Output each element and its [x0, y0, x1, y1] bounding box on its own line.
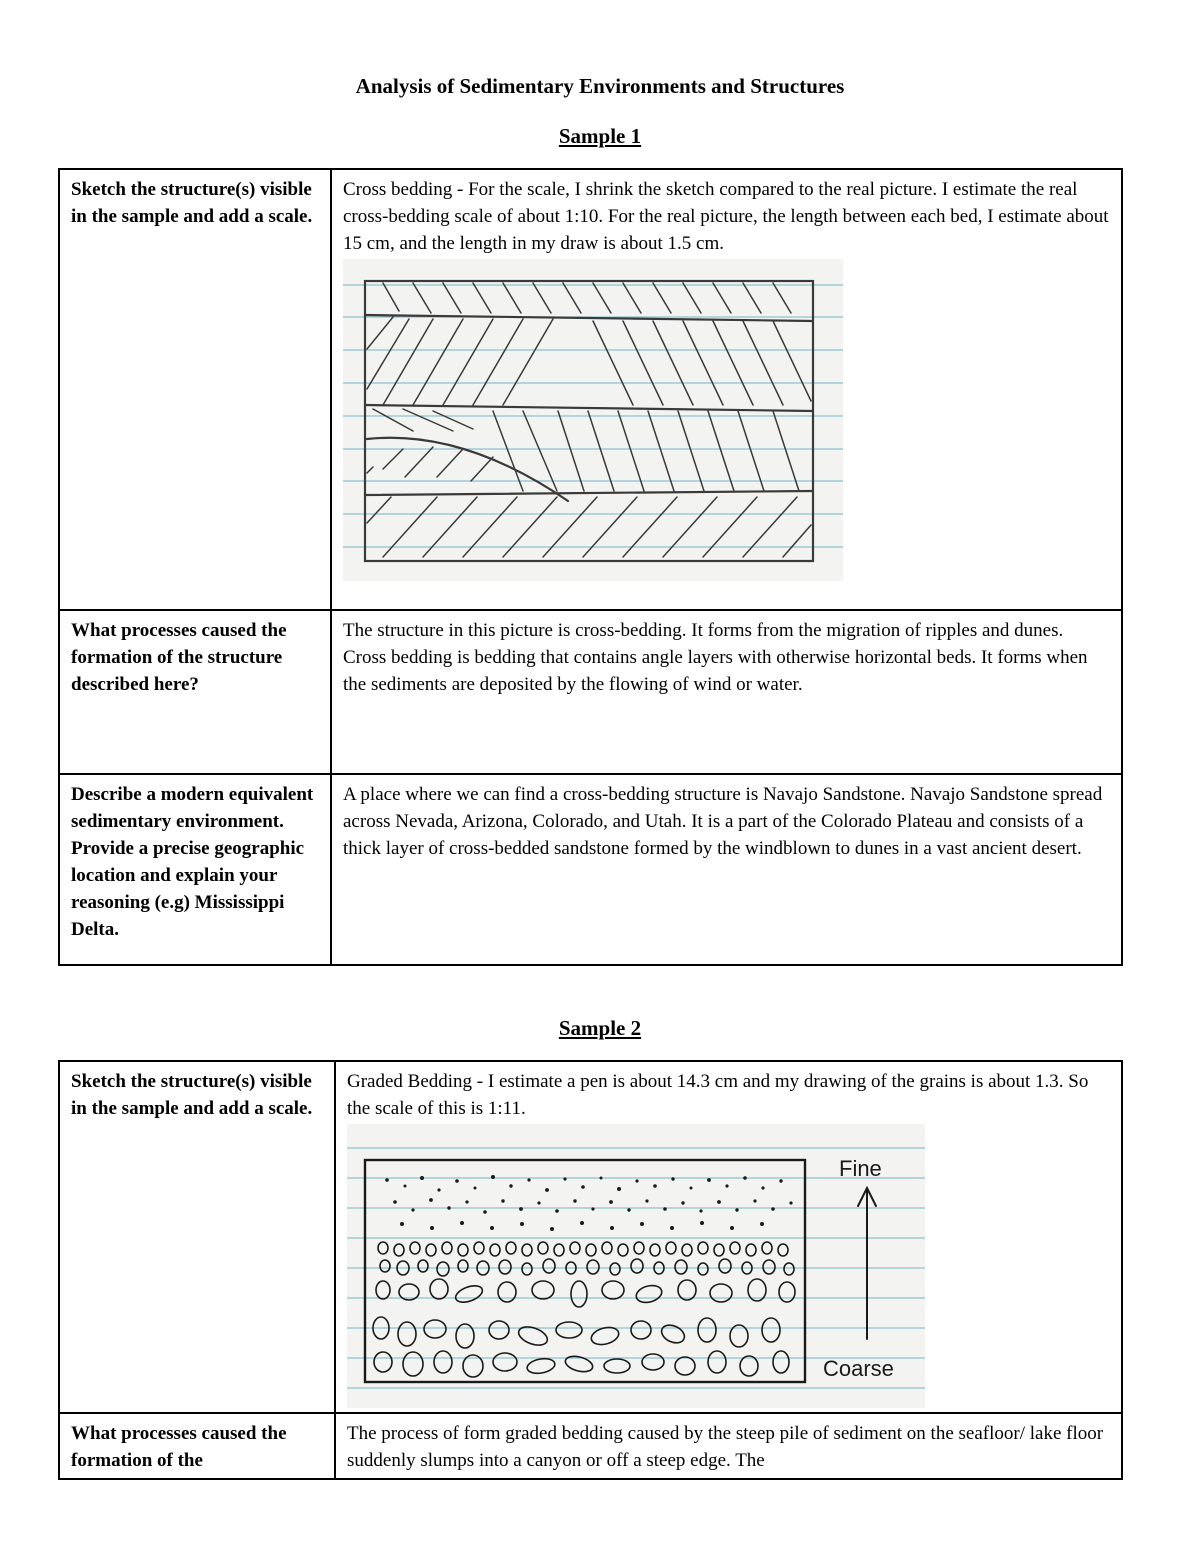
sample-1-table — [58, 168, 1123, 966]
question-cell: Describe a modern equivalent sedimentary environment. Provide a precise geographic location and explain your reasoning (e.g) Mississippi Delta. — [59, 774, 331, 965]
table-row — [59, 1413, 1122, 1479]
table-row — [59, 1061, 1122, 1413]
sample-2-table — [58, 1060, 1123, 1480]
answer-text: Cross bedding - For the scale, I shrink the sketch compared to the real picture. I estimate the real cross-bedding scale of about 1:10. For the real picture, the length between each bed, I estimate about 15 cm, and the length in my draw is about 1.5 cm. — [343, 179, 1109, 254]
table-row — [59, 169, 1122, 610]
answer-cell: The structure in this picture is cross-bedding. It forms from the migration of ripples and dunes. Cross bedding is bedding that contains angle layers with otherwise horizontal beds. It forms when the sediments are deposited by the flowing of wind or water. — [331, 610, 1122, 774]
answer-cell — [335, 1061, 1122, 1413]
answer-text: Graded Bedding - I estimate a pen is about 14.3 cm and my drawing of the grains is about 1.3. So the scale of this is 1:11. — [347, 1071, 1089, 1119]
sample-1-heading: Sample 1 — [558, 124, 642, 148]
sketch-label-bottom: Coarse — [823, 1356, 894, 1381]
document-title: Analysis of Sedimentary Environments and Structures — [355, 74, 845, 98]
sample-2-heading: Sample 2 — [558, 1016, 642, 1040]
sketch-label-top: Fine — [839, 1156, 882, 1181]
table-row — [59, 610, 1122, 774]
answer-cell — [331, 169, 1122, 610]
question-cell: What processes caused the formation of the structure described here? — [59, 610, 331, 774]
question-cell: What processes caused the formation of the — [59, 1413, 335, 1479]
question-cell: Sketch the structure(s) visible in the sample and add a scale. — [59, 169, 331, 610]
graded-bedding-sketch — [347, 1124, 925, 1408]
answer-cell: The process of form graded bedding caused by the steep pile of sediment on the seafloor/ lake floor suddenly slumps into a canyon or off a steep edge. The — [335, 1413, 1122, 1479]
answer-cell: A place where we can find a cross-bedding structure is Navajo Sandstone. Navajo Sandstone spread across Nevada, Arizona, Colorado, and Utah. It is a part of the Colorado Plateau and consists of a thick layer of cross-bedded sandstone formed by the windblown to dunes in a vast ancient desert. — [331, 774, 1122, 965]
cross-bedding-sketch — [343, 259, 843, 581]
table-row — [59, 774, 1122, 965]
question-cell: Sketch the structure(s) visible in the sample and add a scale. — [59, 1061, 335, 1413]
